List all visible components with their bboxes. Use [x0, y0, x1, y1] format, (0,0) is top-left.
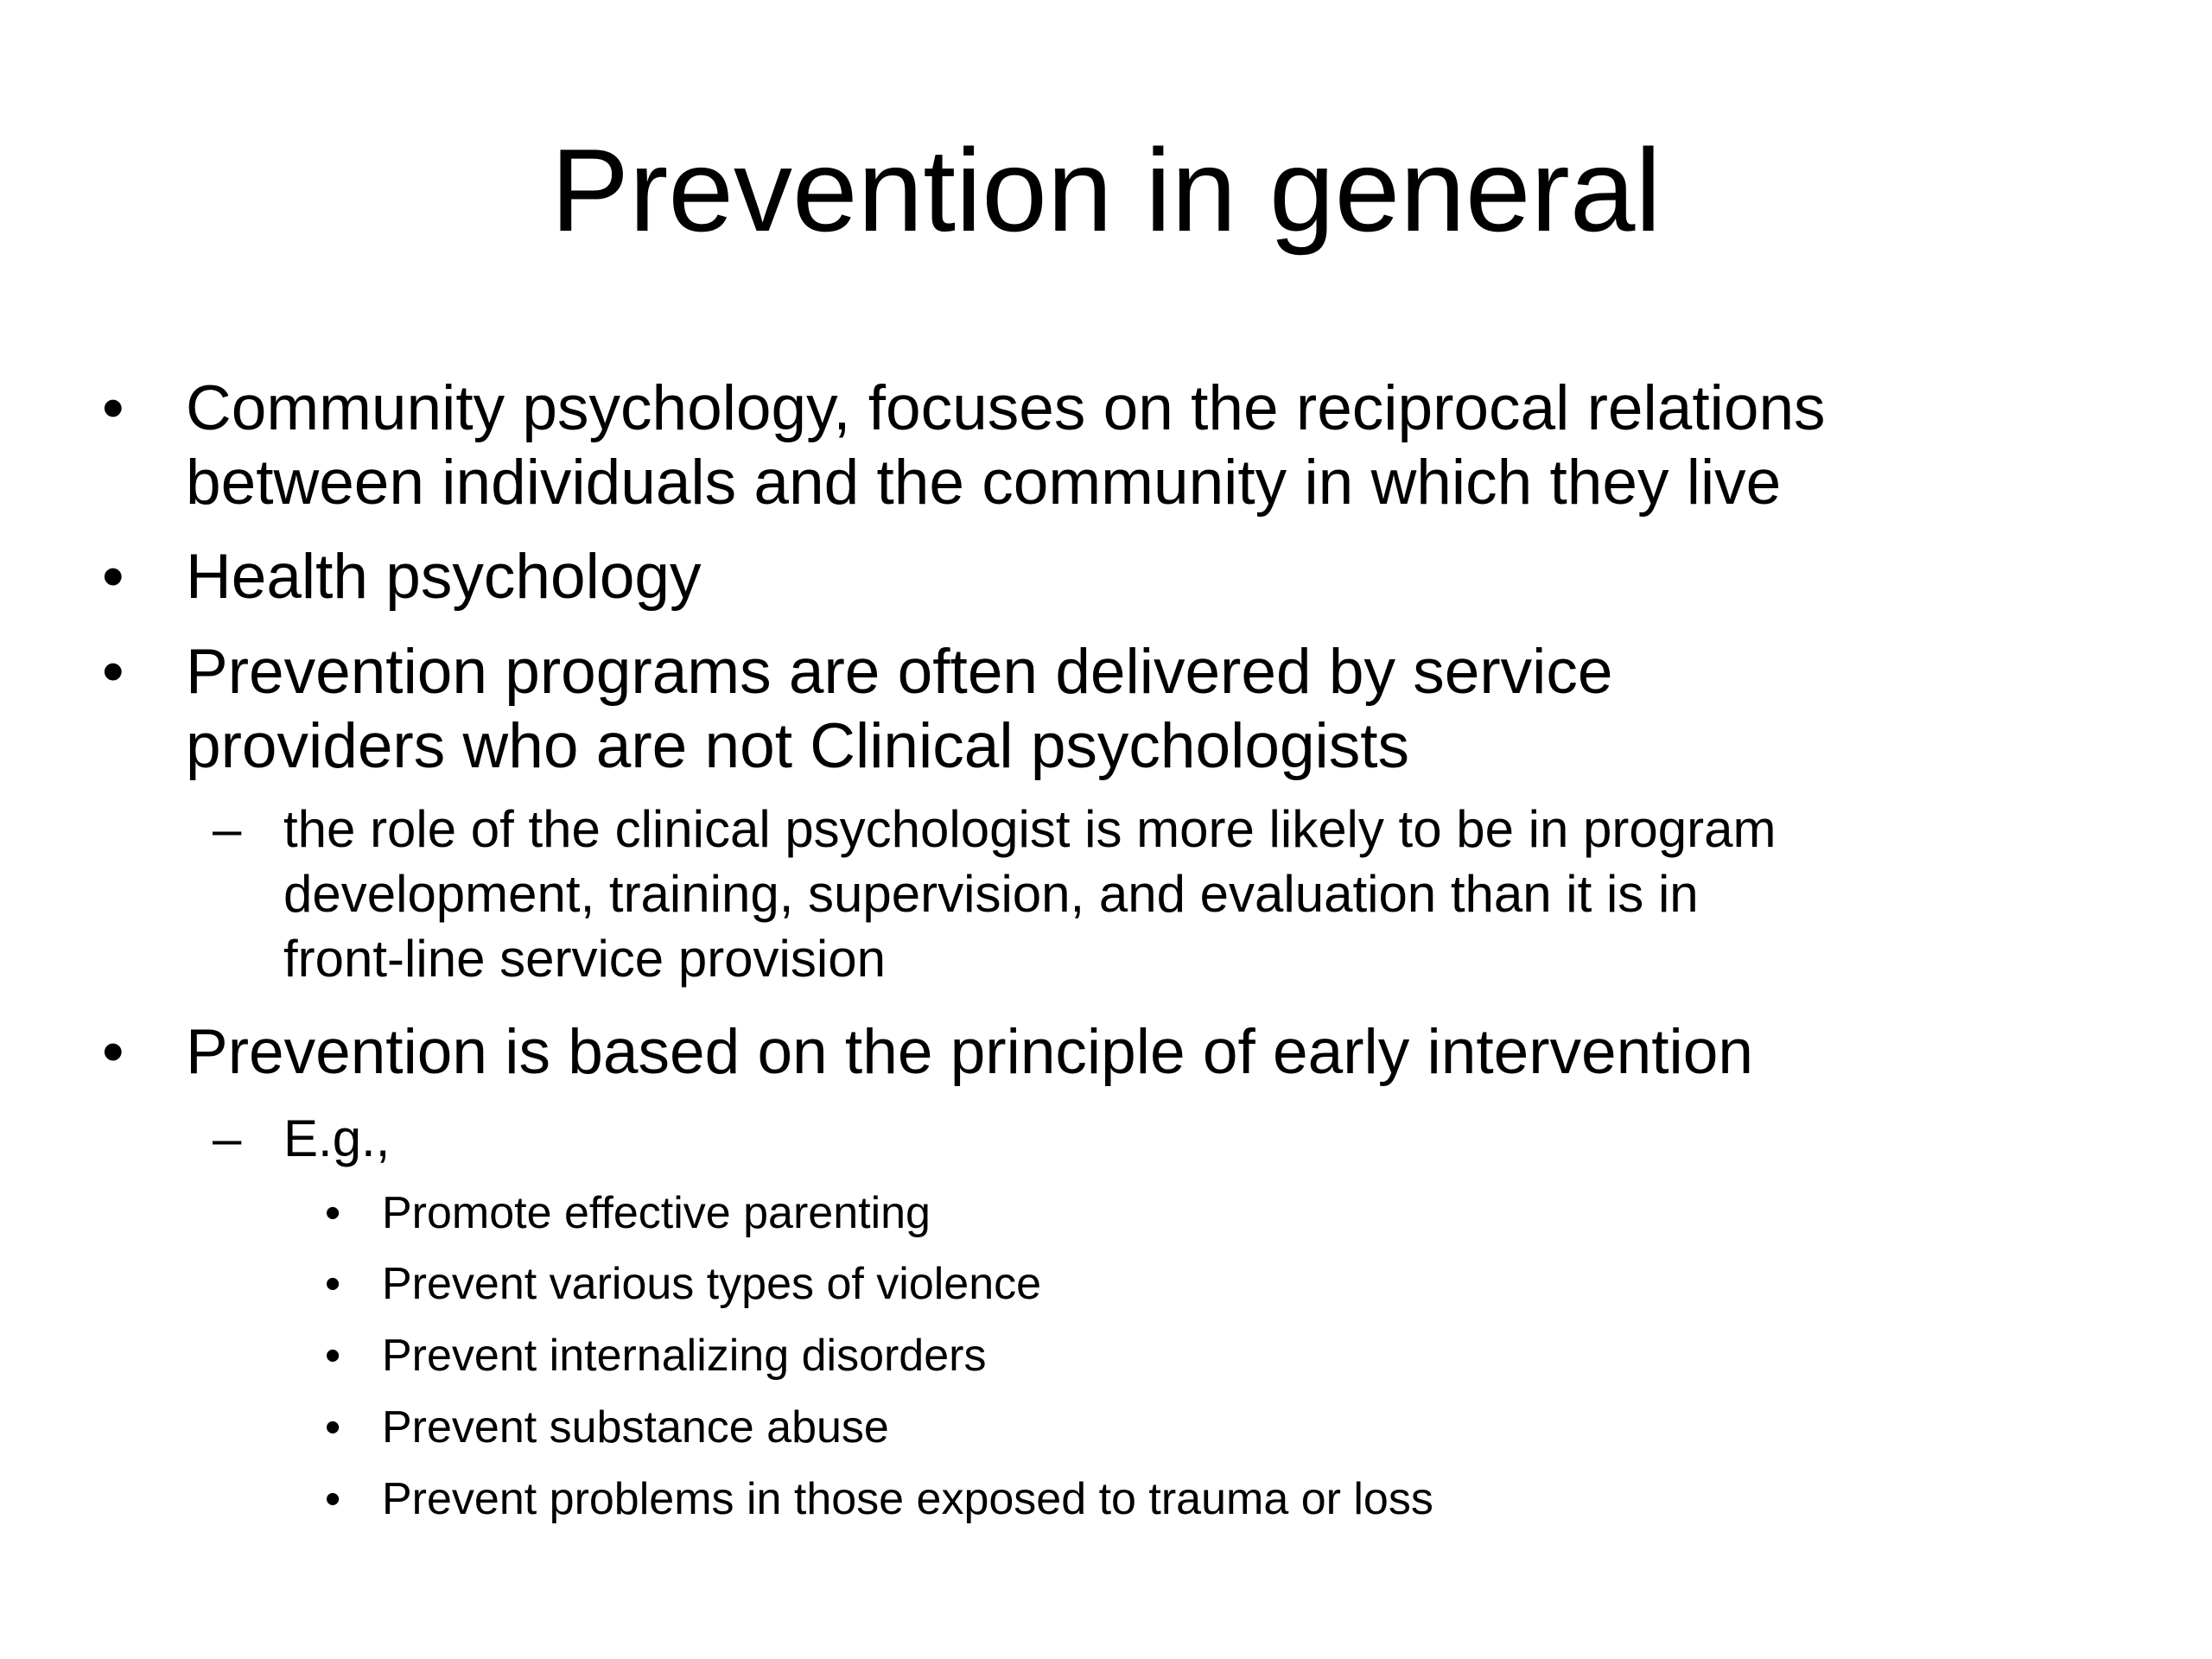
sub-sub-bullet-item [325, 1185, 931, 1241]
bullet-marker: • [325, 1259, 341, 1309]
bullet-marker: • [102, 542, 124, 612]
bullet-text-line: Community psychology, focuses on the reciprocal relations [186, 373, 1826, 443]
bullet-text-line: Health psychology [186, 542, 702, 612]
sub-sub-bullet-text: Prevent internalizing disorders [382, 1331, 987, 1381]
sub-bullet-text-line: the role of the clinical psychologist is more likely to be in program [283, 800, 1777, 858]
bullet-text-line: Prevention programs are often delivered by service [186, 637, 1613, 707]
dash-marker: – [213, 1109, 242, 1167]
bullet-marker: • [325, 1474, 341, 1524]
bullet-marker: • [102, 1017, 124, 1087]
sub-bullet-text-line: E.g., [283, 1109, 391, 1167]
bullet-marker: • [325, 1331, 341, 1381]
sub-sub-bullet-item [325, 1256, 1042, 1312]
sub-bullet-text-line: front-line service provision [283, 930, 886, 988]
bullet-item [102, 635, 1613, 784]
bullet-marker: • [325, 1402, 341, 1452]
bullet-marker: • [102, 373, 124, 443]
slide-title: Prevention in general [550, 124, 1662, 256]
sub-sub-bullet-text: Prevent problems in those exposed to trauma or loss [382, 1474, 1433, 1524]
bullet-text-line: providers who are not Clinical psychologists [186, 711, 1410, 781]
sub-bullet-text-line: development, training, supervision, and evaluation than it is in [283, 865, 1699, 923]
sub-sub-bullet-item [325, 1400, 889, 1455]
dash-marker: – [213, 800, 242, 858]
sub-bullet-item [213, 1106, 391, 1171]
sub-sub-bullet-item [325, 1471, 1433, 1527]
sub-sub-bullet-text: Promote effective parenting [382, 1188, 931, 1238]
bullet-item [102, 540, 702, 614]
sub-sub-bullet-text: Prevent substance abuse [382, 1402, 889, 1452]
bullet-text-line: Prevention is based on the principle of early intervention [186, 1017, 1753, 1087]
bullet-item [102, 1015, 1753, 1090]
sub-bullet-item [213, 797, 1777, 991]
bullet-marker: • [102, 637, 124, 707]
sub-sub-bullet-text: Prevent various types of violence [382, 1259, 1042, 1309]
bullet-text-line: between individuals and the community in which they live [186, 448, 1782, 518]
sub-sub-bullet-item [325, 1328, 987, 1383]
bullet-item [102, 372, 1826, 520]
bullet-marker: • [325, 1188, 341, 1238]
